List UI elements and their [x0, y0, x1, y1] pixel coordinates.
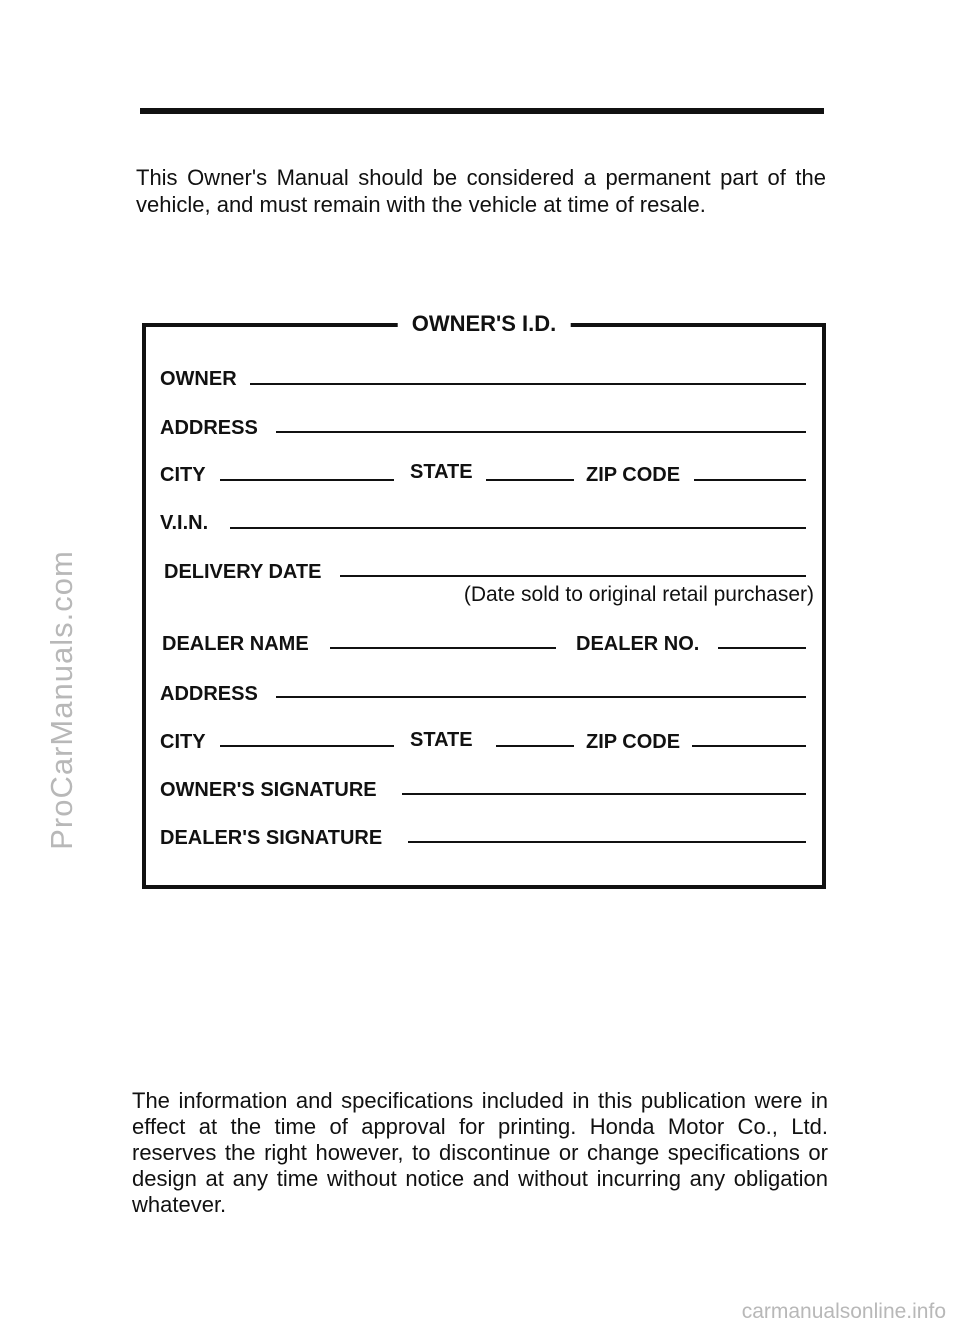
zip-code-field[interactable] — [694, 479, 806, 481]
state-field[interactable] — [486, 479, 574, 481]
owner-id-form — [142, 311, 826, 889]
owner-label: OWNER — [160, 368, 237, 390]
delivery-date-note: (Date sold to original retail purchaser) — [463, 583, 814, 606]
owner-signature-label: OWNER'S SIGNATURE — [160, 779, 377, 801]
address-label: ADDRESS — [160, 417, 258, 439]
dealer-name-field[interactable] — [330, 647, 556, 649]
dealer-city-field[interactable] — [220, 745, 394, 747]
vin-label: V.I.N. — [160, 512, 209, 534]
dealer-name-label: DEALER NAME — [162, 633, 309, 655]
dealer-no-label: DEALER NO. — [576, 633, 700, 655]
dealer-address-label: ADDRESS — [160, 683, 258, 705]
dealer-city-label: CITY — [160, 731, 206, 753]
city-label: CITY — [160, 464, 206, 486]
dealer-zip-code-label: ZIP CODE — [586, 731, 681, 753]
dealer-signature-field[interactable] — [408, 841, 806, 843]
address-field[interactable] — [276, 431, 806, 433]
top-rule — [140, 108, 824, 114]
delivery-date-field[interactable] — [340, 575, 806, 577]
state-label: STATE — [410, 461, 473, 483]
dealer-zip-code-field[interactable] — [692, 745, 806, 747]
city-field[interactable] — [220, 479, 394, 481]
side-watermark: ProCarManuals.com — [44, 550, 79, 850]
dealer-signature-label: DEALER'S SIGNATURE — [160, 827, 383, 849]
disclaimer-paragraph: The information and specifications included in this publication were in effect at the time of approval for printing. Honda Motor Co., Ltd. reserves the right however, to discontinue or change specifications or design at any time without notice and without incurring any obligation whatever. — [132, 1088, 828, 1217]
vin-field[interactable] — [230, 527, 806, 529]
owner-signature-field[interactable] — [402, 793, 806, 795]
bottom-watermark: carmanualsonline.info — [741, 1300, 946, 1323]
zip-code-label: ZIP CODE — [586, 464, 681, 486]
owner-field[interactable] — [250, 383, 806, 385]
intro-paragraph: This Owner's Manual should be considered a permanent part of the vehicle, and must remain with the vehicle at time of resale. — [136, 165, 826, 217]
dealer-address-field[interactable] — [276, 696, 806, 698]
dealer-state-label: STATE — [410, 729, 473, 751]
form-title: OWNER'S I.D. — [398, 307, 571, 341]
dealer-no-field[interactable] — [718, 647, 806, 649]
delivery-date-label: DELIVERY DATE — [164, 561, 322, 583]
dealer-state-field[interactable] — [496, 745, 574, 747]
